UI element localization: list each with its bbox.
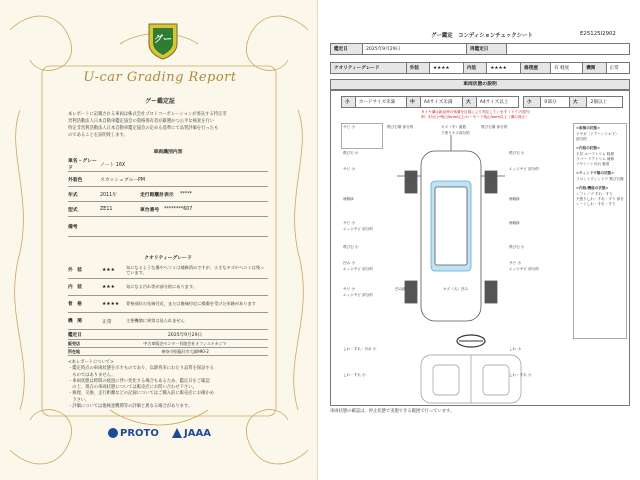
quality-frame-row: 骨 格 ★★★★ 骨格部位の先端付近、または後端付近に損傷を受けた形跡があります (68, 296, 268, 313)
shop-row: 販売店 中古車販売センター有限会社オフィスナカジマ (68, 340, 268, 348)
damage-label: 飛び石傷 部分的 (387, 125, 414, 129)
damage-label: しわ・すれ 小 (509, 373, 532, 377)
damage-label: エッジサビ 部分的 (343, 293, 373, 297)
damage-label: 凹み跡 (395, 287, 406, 291)
damage-label: 補修跡 (509, 197, 520, 201)
damage-label: キズ（大）凹み (443, 287, 469, 291)
report-notes: <本レポートについて> ・鑑定時点の車両状態を示すものであり、以降将来にわたり品質を保証する ものではありません。 ・車両状態は時間の経過に伴い変化する場合もあるため、鑑定日をご確認 の上、現在の車両状態については販売店にお問い合わせ下さい。 ・修理、交換、走行距離などの記録についてはご購入前に販売店にお確かめ 下さい。 ・評価については他検査機関等の評価と異なる場合があります。 (68, 360, 215, 410)
notes-heading: <内装の状態> (576, 146, 600, 150)
damage-label: エッジサビ 部分的 (343, 227, 373, 231)
damage-label: 飛び石 小 (343, 245, 359, 249)
damage-label: 下塗りキズ部分的 (441, 131, 470, 135)
damage-label: 凹み 小 (343, 261, 355, 265)
note-line: リヤシート汚れ 軽度 (576, 162, 610, 166)
damage-label: しわ・すれ 小 (343, 373, 366, 377)
tire-note-2: 例：3分山→残山5mm以上/ローモード残山3mm以上（溝の深さ） (421, 115, 529, 119)
quality-exterior-row: 外 装 ★★★ 気になるような傷やへコミは補修済みですが、小さなキズやヘコミは残っています。 (68, 262, 268, 279)
damage-label: サビ 小 (343, 287, 355, 291)
interior-seat-icon (401, 351, 541, 407)
note-line: ラバー ドアトリム 補修 (576, 157, 615, 161)
condition-header: 車両状態の説明 (330, 79, 630, 90)
quality-interior-row: 内 装 ★★★ 気になる汚れ等が部分的にあります。 (68, 279, 268, 296)
note-line: ツヤガ〈ドアハンドル下〉 (576, 132, 619, 136)
svg-text:グー: グー (153, 35, 173, 45)
grading-certificate (0, 0, 318, 480)
damage-label: エッジサビ 部分的 (343, 267, 373, 271)
note-line: 部分的 (576, 137, 587, 141)
vehicle-diagram (330, 90, 630, 406)
quality-header: クオリティーグレード (144, 256, 192, 261)
proto-logo: PROTO (108, 428, 159, 439)
size-legend-table: 小 カードサイズ未満 中 A4サイズ未満 大 A4サイズ以上 (341, 96, 519, 108)
damage-label: エッジサビ 部分的 (509, 167, 539, 171)
car-top-view-icon (391, 131, 511, 341)
damage-label: 飛び石 小 (509, 245, 525, 249)
jaaa-logo: JAAA (172, 428, 211, 439)
note-line: 天張りしわ・すれ・すり 部分 (576, 197, 624, 201)
certificate-title: グー鑑定証 (144, 98, 175, 105)
notes-heading: <ウィンドウ類の状態> (576, 171, 615, 175)
damage-label: しわ 小 (509, 347, 521, 351)
goo-badge-icon (145, 22, 181, 60)
vehicle-year-row: 年式 2011年 走行距離計表示 ***** (68, 187, 268, 202)
sheet-title: グー鑑定 コンディションチェックシート (431, 33, 533, 39)
damage-label: サビ 小 (509, 261, 521, 265)
inspection-date-table: 鑑定日 2025年9月29日 再鑑定日 (330, 43, 630, 55)
damage-label: サビ 小 (343, 167, 355, 171)
note-line: フロントウィンドウ 飛び石傷 (576, 177, 624, 181)
footer-note: 車両状態の確認は、停止状態で実施できる範囲で行っています。 (330, 409, 455, 414)
damage-label: 飛び石 小 (343, 151, 359, 155)
damage-label: 補修跡 (343, 197, 354, 201)
quality-engine-row: 機 関 正常 主要機関に異常は見られません (68, 313, 268, 330)
count-legend-table: 小 0部分 大 2個以上 (523, 96, 623, 108)
tire-note: タイヤ溝は新品時の残溝を目視により判定しています（ドイツ国内） (421, 110, 533, 114)
vehicle-header: 車両識別内容 (153, 150, 183, 155)
quality-grade-table: クオリティーグレード 外装 ★★★★ 内装 ★★★★ 修復歴 有 軽度 機関 正常 (330, 62, 630, 74)
damage-label: サビ 小 (343, 125, 355, 129)
damage-label: サビ 小 (343, 221, 355, 225)
notes-heading: <内装/機能の状態> (576, 186, 609, 190)
damage-label: 補修跡 (509, 221, 520, 225)
vehicle-name-row: 車名・グレード ノート 16X (68, 157, 268, 172)
steering-wheel-icon (451, 331, 491, 351)
report-title: U-car Grading Report (83, 70, 237, 85)
notes-heading: <車検の状態> (576, 126, 600, 130)
damage-label: しわ・すれ・汚れ 小 (343, 347, 377, 351)
damage-label: 飛び石傷 部分的 (481, 125, 508, 129)
condition-check-sheet (322, 0, 640, 480)
vehicle-model-row: 型式 ZE11 車台番号 ********607 (68, 202, 268, 217)
damage-label: エッジサビ 部分的 (509, 267, 539, 271)
vehicle-color-row: 外装色 スカッシュブルーPM (68, 172, 268, 187)
note-line: シフトノブ すれ・すり (576, 192, 613, 196)
inspection-date-row: 鑑定日 2025年9月29日 (68, 331, 268, 340)
certificate-number: E25125I2902 (580, 31, 616, 37)
vehicle-notes-row: 備考 (68, 217, 268, 237)
note-line: シートしわ・すれ・すり (576, 202, 616, 206)
note-line: 天井 ルーフトリム 軽微 (576, 152, 615, 156)
intro-text: 本レポートに記載される車両は株式会社プロトコーポレーションが委託する特定非 営利活動法人日本自動車鑑定協会の資格保有者が厳選かつ公平な検査を行い 特定非営利活動法人日本自動車鑑定協会の定める基準にて品質評価を行ったも のであることを証明致します。 (68, 112, 227, 138)
location-row: 所在地 神奈川県藤沢市大鋸990-2 (68, 348, 268, 356)
damage-label: キズ（中）複数 (441, 125, 467, 129)
damage-label: 飛び石 小 (509, 151, 525, 155)
